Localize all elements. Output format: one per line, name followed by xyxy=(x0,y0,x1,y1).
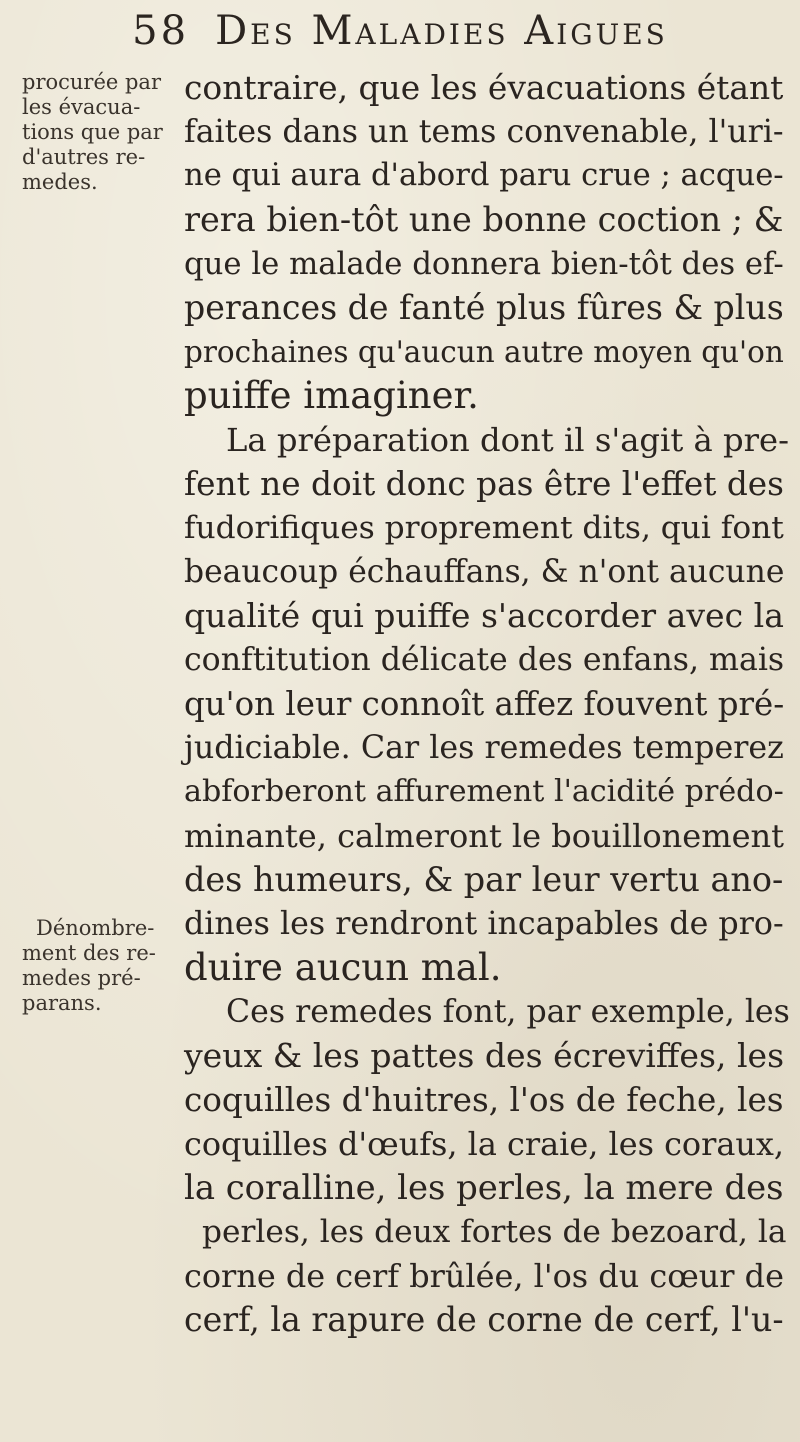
margin-note-evacuations xyxy=(22,70,172,195)
text-line: contraire, que les évacuations étant xyxy=(184,68,784,107)
text-line: beaucoup échauffans, & n'ont aucune xyxy=(184,554,785,590)
text-line: perles, les deux fortes de bezoard, la xyxy=(202,1214,787,1250)
text-line: coquilles d'huitres, l'os de feche, les xyxy=(184,1081,784,1119)
text-line: judiciable. Car les remedes temperez xyxy=(184,730,784,766)
text-line: abforberont affurement l'acidité prédo- xyxy=(184,774,784,809)
text-line: ne qui aura d'abord paru crue ; acque- xyxy=(184,158,784,193)
margin-note-line: les évacua- xyxy=(22,95,141,119)
margin-note-line: ment des re- xyxy=(22,941,156,965)
text-line: perances de fanté plus fûres & plus xyxy=(184,288,784,327)
margin-note-line: parans. xyxy=(22,991,102,1015)
body-text xyxy=(184,66,790,1342)
page-number: 58 xyxy=(132,8,190,54)
running-head xyxy=(0,8,800,54)
text-line: dines les rendront incapables de pro- xyxy=(184,906,784,942)
text-line: fudorifiques proprement dits, qui font xyxy=(184,510,784,546)
margin-note-line: d'autres re- xyxy=(22,145,146,169)
margin-note-line: procurée par xyxy=(22,70,161,94)
text-line: corne de cerf brûlée, l'os du cœur de xyxy=(184,1257,784,1295)
text-line: duire aucun mal. xyxy=(184,946,502,989)
text-line: rera bien-tôt une bonne coction ; & xyxy=(184,200,784,239)
text-line: yeux & les pattes des écreviffes, les xyxy=(184,1036,785,1075)
text-line: qu'on leur connoît affez fouvent pré- xyxy=(184,685,785,723)
text-line: conftitution délicate des enfans, mais xyxy=(184,642,785,678)
margin-note-line: tions que par xyxy=(22,120,163,144)
paragraph-start-line: Ces remedes font, par exemple, les xyxy=(226,994,790,1030)
margin-note-line: Dénombre- xyxy=(36,916,155,940)
text-line: faites dans un tems convenable, l'uri- xyxy=(184,114,784,150)
text-line: fent ne doit donc pas être l'effet des xyxy=(184,465,784,503)
margin-note-line: medes pré- xyxy=(22,966,141,990)
text-line: des humeurs, & par leur vertu ano- xyxy=(184,860,784,899)
text-line: que le malade donnera bien-tôt des ef- xyxy=(184,246,784,282)
running-title: Des Maladies Aigues xyxy=(215,8,668,54)
text-line: coquilles d'œufs, la craie, les coraux, xyxy=(184,1125,785,1163)
text-line: minante, calmeront le bouillonement xyxy=(184,817,784,855)
text-line: cerf, la rapure de corne de cerf, l'u- xyxy=(184,1300,784,1339)
paragraph-start-line: La préparation dont il s'agit à pre- xyxy=(226,421,789,459)
text-line: prochaines qu'aucun autre moyen qu'on xyxy=(184,335,784,369)
margin-note-line: medes. xyxy=(22,170,98,194)
text-line: qualité qui puiffe s'accorder avec la xyxy=(184,596,784,635)
text-line: puiffe imaginer. xyxy=(184,374,479,417)
margin-note-denombrement xyxy=(22,916,172,1016)
text-line: la coralline, les perles, la mere des xyxy=(184,1168,784,1207)
